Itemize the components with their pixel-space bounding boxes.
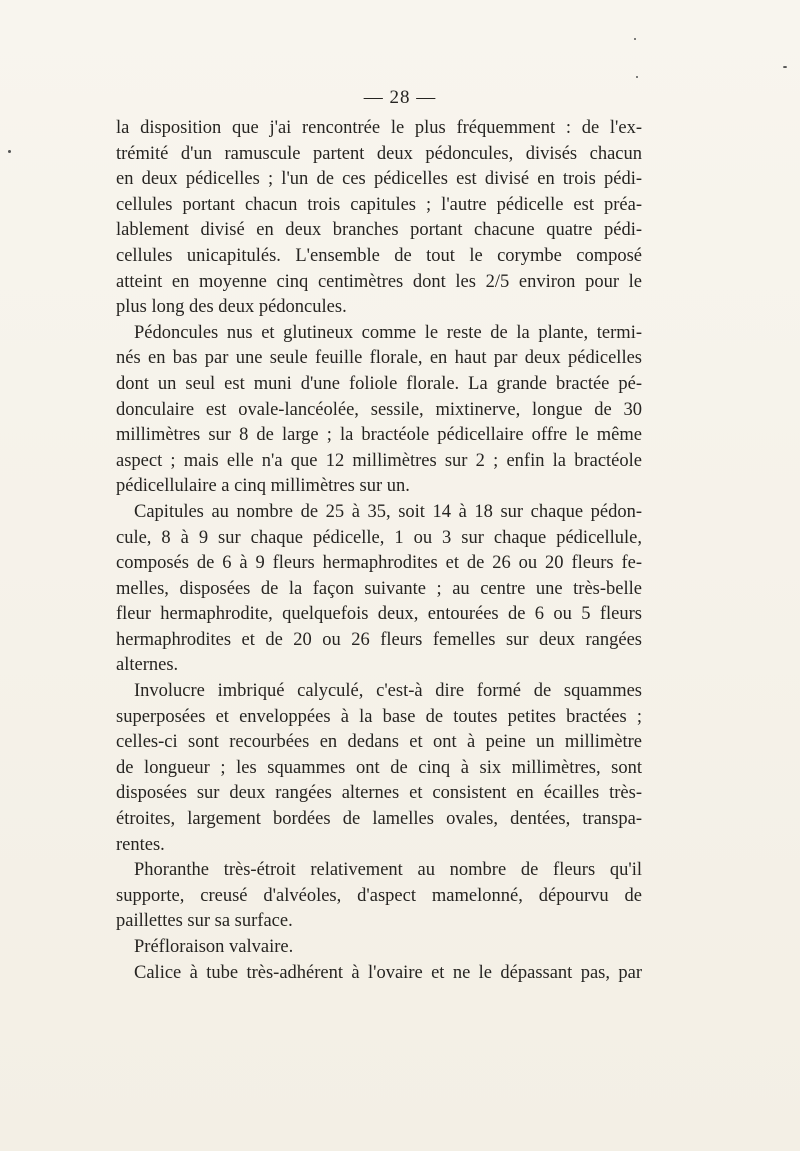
text-line: fleur hermaphrodite, quelquefois deux, entourées de 6 ou 5 fleurs: [116, 604, 642, 625]
text-line: Pédoncules nus et glutineux comme le reste de la plante, termi-: [134, 322, 642, 343]
paper-speck: [636, 76, 638, 78]
text-line: millimètres sur 8 de large ; la bractéole pédicellaire offre le même: [116, 425, 642, 446]
text-line: celles-ci sont recourbées en dedans et ont à peine un millimètre: [116, 732, 642, 753]
text-line: hermaphrodites et de 20 ou 26 fleurs femelles sur deux rangées: [116, 629, 642, 650]
paper-speck: [634, 38, 636, 40]
text-line: cellules portant chacun trois capitules ; l'autre pédicelle est préa-: [116, 194, 642, 215]
text-line: supporte, creusé d'alvéoles, d'aspect mamelonné, dépourvu de: [116, 885, 642, 906]
paragraph: [116, 500, 642, 679]
text-line: de longueur ; les squammes ont de cinq à six millimètres, sont: [116, 757, 642, 778]
text-line: alternes.: [116, 655, 179, 676]
text-line: composés de 6 à 9 fleurs hermaphrodites et de 26 ou 20 fleurs fe-: [116, 553, 642, 574]
text-line: lablement divisé en deux branches portant chacune quatre pédi-: [116, 220, 642, 241]
text-line: la disposition que j'ai rencontrée le plus fréquemment : de l'ex-: [116, 118, 642, 138]
paper-speck: [8, 150, 11, 153]
text-line: cellules unicapitulés. L'ensemble de tout le corymbe composé: [116, 245, 642, 266]
text-line: trémité d'un ramuscule partent deux pédoncules, divisés chacun: [116, 143, 642, 164]
text-line: plus long des deux pédoncules.: [116, 297, 347, 318]
text-line: étroites, largement bordées de lamelles ovales, dentées, transpa-: [116, 809, 642, 830]
paragraph: [116, 935, 642, 961]
text-line: superposées et enveloppées à la base de toutes petites bractées ;: [116, 706, 642, 727]
paragraph: [116, 961, 642, 987]
text-line: Capitules au nombre de 25 à 35, soit 14 à 18 sur chaque pédon-: [134, 501, 642, 522]
text-line: Involucre imbriqué calyculé, c'est-à dire formé de squammes: [134, 681, 642, 702]
paragraph: [116, 858, 642, 935]
body-text: [116, 116, 642, 986]
text-line: disposées sur deux rangées alternes et consistent en écailles très-: [116, 783, 642, 804]
text-line: donculaire est ovale-lancéolée, sessile, mixtinerve, longue de 30: [116, 399, 642, 420]
text-line: Phoranthe très-étroit relativement au nombre de fleurs qu'il: [134, 860, 642, 881]
text-line: aspect ; mais elle n'a que 12 millimètres sur 2 ; enfin la bractéole: [116, 450, 642, 471]
text-line: rentes.: [116, 834, 165, 855]
page-number: — 28 —: [363, 87, 437, 108]
text-line: paillettes sur sa surface.: [116, 911, 293, 932]
paper-speck: [783, 66, 787, 68]
paragraph: [116, 321, 642, 500]
text-line: Préfloraison valvaire.: [134, 937, 294, 957]
text-line: cule, 8 à 9 sur chaque pédicelle, 1 ou 3 sur chaque pédicellule,: [116, 527, 642, 548]
text-line: nés en bas par une seule feuille florale, en haut par deux pédicelles: [116, 348, 642, 369]
text-line: en deux pédicelles ; l'un de ces pédicelles est divisé en trois pédi-: [116, 169, 642, 190]
text-line: pédicellulaire a cinq millimètres sur un.: [116, 476, 410, 497]
text-line: Calice à tube très-adhérent à l'ovaire et ne le dépassant pas, par: [134, 962, 642, 983]
text-line: dont un seul est muni d'une foliole florale. La grande bractée pé-: [116, 373, 642, 394]
text-line: atteint en moyenne cinq centimètres dont les 2/5 environ pour le: [116, 271, 642, 292]
text-line: melles, disposées de la façon suivante ; au centre une très-belle: [116, 578, 642, 599]
paragraph: [116, 679, 642, 858]
paragraph: [116, 116, 642, 321]
